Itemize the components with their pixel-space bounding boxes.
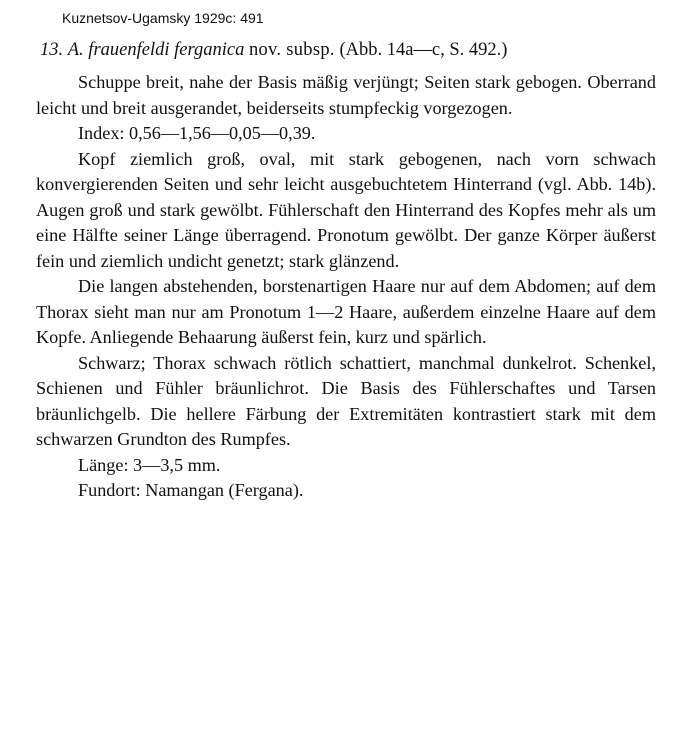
- paragraph-hairs: Die langen abstehenden, borstenartigen Haare nur auf dem Abdomen; auf dem Thorax sieht man nur am Pronotum 1—2 Haare, außerdem einzelne Haare auf dem Kopfe. Anliegende Behaarung äußerst fein, kurz und spärlich.: [36, 276, 656, 347]
- species-number: 13.: [40, 40, 64, 60]
- taxon-name: A. frauenfeldi ferganica: [67, 40, 245, 60]
- figure-reference: (Abb. 14a—c, S. 492.): [339, 40, 508, 60]
- paragraph-head: Kopf ziemlich groß, oval, mit stark gebogenen, nach vorn schwach konvergierenden Seiten und sehr leicht ausgebuchtetem Hinterrand (vgl. Abb. 14b). Augen groß und stark gewölbt. Fühlerschaft den Hinterrand des Kopfes mehr als um eine Hälfte seiner Länge überragend. Pronotum gewölbt. Der ganze Körper äußerst fein und ziemlich undicht genetzt; stark glänzend.: [36, 148, 656, 271]
- citation-label: Kuznetsov-Ugamsky 1929c: 491: [62, 10, 264, 26]
- paragraph-length: Länge: 3—3,5 mm.: [78, 454, 221, 475]
- description-body: [36, 70, 656, 504]
- paragraph-color: Schwarz; Thorax schwach rötlich schattiert, manchmal dunkelrot. Schenkel, Schienen und Fühler bräunlichrot. Die Basis des Fühlerschaftes und Tarsen bräunlichgelb. Die hellere Färbung der Extremitäten kontrastiert stark mit dem schwarzen Grundton des Rumpfes.: [36, 352, 656, 449]
- species-heading: [40, 40, 660, 61]
- paragraph-scale: Schuppe breit, nahe der Basis mäßig verjüngt; Seiten stark gebogen. Oberrand leicht und breit ausgerandet, beiderseits stumpfeckig vorgezogen.: [36, 72, 656, 118]
- paragraph-index: Index: 0,56—1,56—0,05—0,39.: [78, 123, 316, 143]
- taxon-status: nov. subsp.: [248, 40, 335, 60]
- paragraph-locality: Fundort: Namangan (Fergana).: [78, 480, 304, 500]
